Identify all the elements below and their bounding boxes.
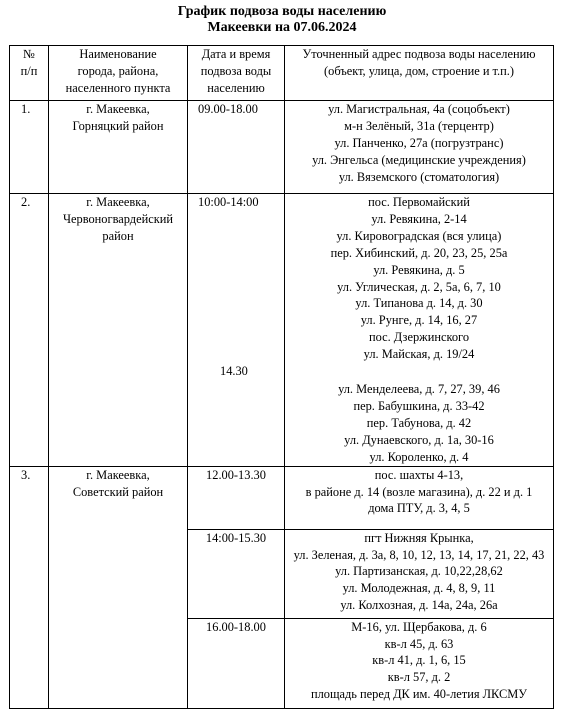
time-slot: 14.30 bbox=[220, 363, 248, 378]
address-line: ул. Майская, д. 19/24 bbox=[363, 347, 475, 362]
address-line: пос. шахты 4-13, bbox=[374, 467, 464, 482]
city-line: г. Макеевка, bbox=[86, 195, 150, 209]
header-time bbox=[188, 46, 285, 101]
time-slot: 10:00-14:00 bbox=[198, 195, 259, 209]
address-line: ул. Панченко, 27а (погрузтранс) bbox=[334, 135, 504, 150]
row-addresses bbox=[285, 466, 554, 529]
row-city bbox=[49, 101, 188, 194]
address-line: ул. Короленко, д. 4 bbox=[369, 449, 469, 464]
city-line: Горняцкий район bbox=[72, 118, 164, 133]
table-row bbox=[10, 194, 554, 467]
header-address-line: (объект, улица, дом, строение и т.п.) bbox=[324, 63, 514, 78]
title-line-2: Макеевки на 07.06.2024 bbox=[207, 20, 357, 35]
header-num-line: № bbox=[23, 47, 35, 61]
address-line: пер. Табунова, д. 42 bbox=[366, 415, 472, 430]
row-time bbox=[188, 194, 285, 467]
header-city-line: города, района, bbox=[77, 63, 159, 78]
address-line: ул. Колхозная, д. 14а, 24а, 26а bbox=[340, 598, 498, 613]
address-line: ул. Магистральная, 4а (соцобъект) bbox=[328, 102, 510, 116]
address-line: ул. Ревякина, д. 5 bbox=[373, 262, 465, 277]
table-row bbox=[10, 466, 554, 529]
header-city bbox=[49, 46, 188, 101]
header-address-line: Уточненный адрес подвоза воды населению bbox=[302, 47, 536, 61]
city-line: г. Макеевка, bbox=[86, 467, 150, 482]
row-addresses bbox=[285, 529, 554, 618]
header-num-line: п/п bbox=[20, 63, 38, 78]
row-addresses bbox=[285, 101, 554, 194]
address-line: ул. Углическая, д. 2, 5а, 6, 7, 10 bbox=[337, 279, 501, 294]
address-line: кв-л 41, д. 1, 6, 15 bbox=[372, 653, 466, 668]
row-addresses bbox=[285, 618, 554, 708]
row-time: 12.00-13.30 bbox=[188, 466, 285, 529]
header-time-line: населению bbox=[207, 80, 265, 95]
header-city-line: Наименование bbox=[79, 47, 157, 61]
address-line: площадь перед ДК им. 40-летия ЛКСМУ bbox=[310, 687, 528, 702]
address-line: ул. Типанова д. 14, д. 30 bbox=[355, 296, 483, 311]
spacer bbox=[287, 363, 551, 381]
address-line: в районе д. 14 (возле магазина), д. 22 и д. 1 bbox=[305, 484, 533, 499]
address-line: ул. Ревякина, 2-14 bbox=[371, 211, 467, 226]
row-time: 16.00-18.00 bbox=[188, 618, 285, 708]
address-line: кв-л 57, д. 2 bbox=[387, 670, 451, 685]
address-line: пос. Первомайский bbox=[368, 195, 470, 209]
city-line: г. Макеевка, bbox=[86, 102, 150, 116]
city-line: район bbox=[102, 228, 134, 243]
header-time-line: подвоза воды bbox=[200, 63, 272, 78]
address-line: ул. Энгельса (медицинские учреждения) bbox=[312, 152, 526, 167]
address-line: ул. Зеленая, д. 3а, 8, 10, 12, 13, 14, 17, 21, 22, 43 bbox=[293, 547, 545, 562]
row-addresses bbox=[285, 194, 554, 467]
address-line: ул. Рунге, д. 14, 16, 27 bbox=[360, 313, 478, 328]
address-line: пгт Нижняя Крынка, bbox=[364, 530, 474, 545]
address-line: ул. Партизанская, д. 10,22,28,62 bbox=[335, 564, 503, 579]
spacer bbox=[198, 211, 282, 363]
row-time: 14:00-15.30 bbox=[188, 529, 285, 618]
address-line: ул. Дунаевского, д. 1а, 30-16 bbox=[344, 432, 494, 447]
row-time: 09.00-18.00 bbox=[188, 101, 285, 194]
table-header-row bbox=[10, 46, 554, 101]
city-line: Советский район bbox=[72, 484, 164, 499]
document-title bbox=[0, 4, 564, 36]
address-line: дома ПТУ, д. 3, 4, 5 bbox=[368, 501, 470, 516]
address-line: пос. Дзержинского bbox=[368, 330, 470, 345]
address-line: М-16, ул. Щербакова, д. 6 bbox=[351, 619, 487, 634]
row-city bbox=[49, 466, 188, 708]
address-line: ул. Менделеева, д. 7, 27, 39, 46 bbox=[338, 382, 500, 397]
city-line: Червоногвардейский bbox=[62, 211, 174, 226]
address-line: ул. Вяземского (стоматология) bbox=[338, 169, 500, 184]
address-line: пер. Хибинский, д. 20, 23, 25, 25а bbox=[330, 245, 508, 260]
address-line: ул. Молодежная, д. 4, 8, 9, 11 bbox=[342, 581, 496, 596]
row-city bbox=[49, 194, 188, 467]
address-line: кв-л 45, д. 63 bbox=[384, 636, 454, 651]
title-line-1: График подвоза воды населению bbox=[177, 4, 387, 19]
header-city-line: населенного пункта bbox=[65, 80, 171, 95]
header-num bbox=[10, 46, 49, 101]
header-address bbox=[285, 46, 554, 101]
row-number: 2. bbox=[10, 194, 49, 467]
table-row bbox=[10, 101, 554, 194]
row-number: 3. bbox=[10, 466, 49, 708]
address-line: пер. Бабушкина, д. 33-42 bbox=[353, 398, 485, 413]
address-line: ул. Кировоградская (вся улица) bbox=[336, 228, 502, 243]
header-time-line: Дата и время bbox=[201, 47, 271, 61]
row-number: 1. bbox=[10, 101, 49, 194]
address-line: м-н Зелёный, 31а (терцентр) bbox=[344, 118, 494, 133]
water-schedule-table bbox=[9, 45, 554, 709]
